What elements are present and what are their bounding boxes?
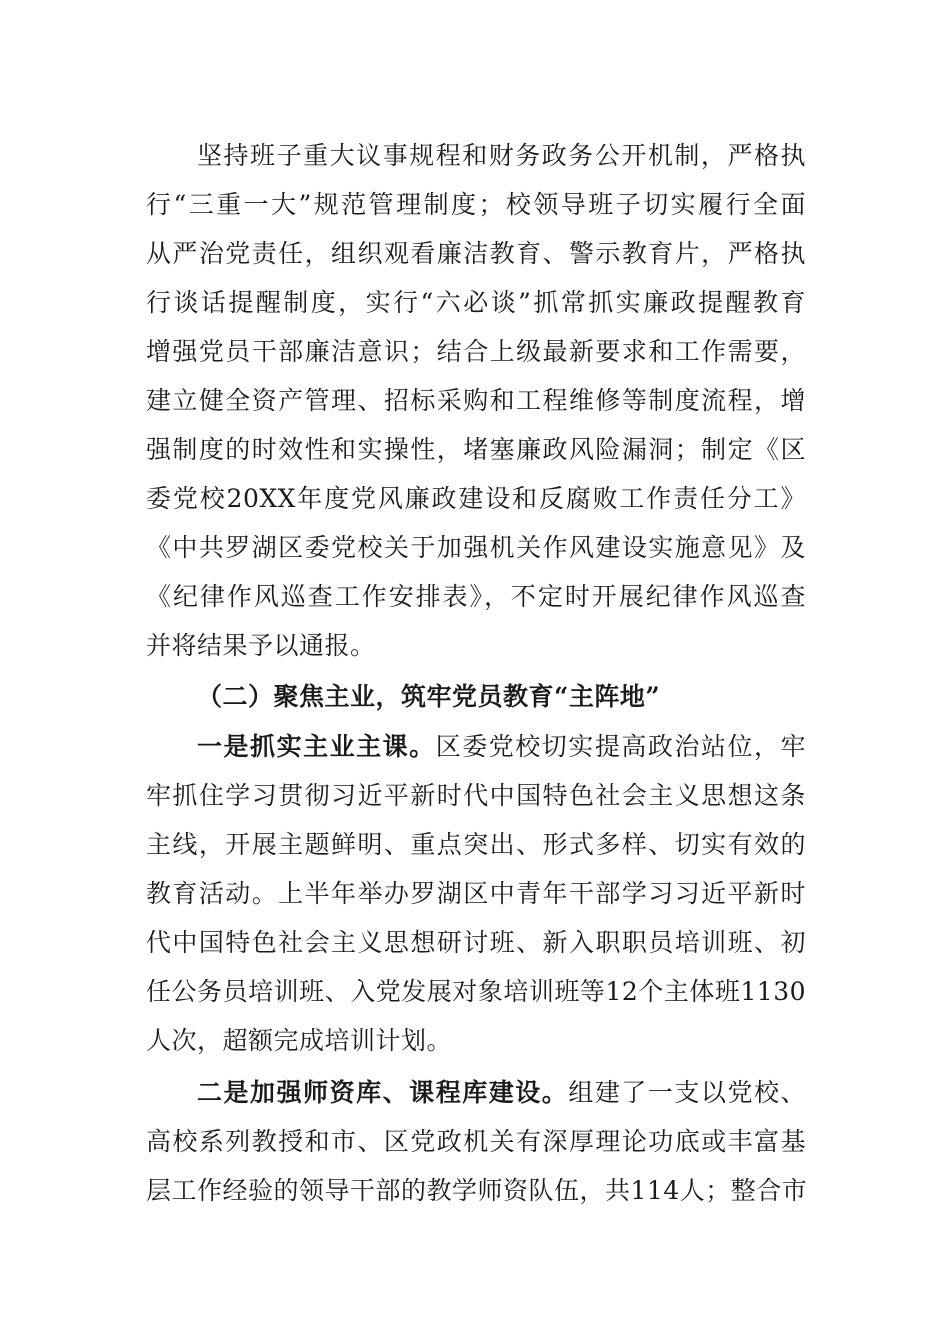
paragraph-line	[197, 1076, 806, 1110]
paragraph-line: 行谈话提醒制度，实行“六必谈”抓常抓实廉政提醒教育	[146, 288, 806, 317]
paragraph-line: 《纪律作风巡查工作安排表》，不定时开展纪律作风巡查	[146, 582, 806, 611]
paragraph-line: 任公务员培训班、入党发展对象培训班等12个主体班1130	[146, 977, 806, 1006]
paragraph-line: 并将结果予以通报。	[146, 631, 376, 660]
paragraph-line: 高校系列教授和市、区党政机关有深厚理论功底或丰富基	[146, 1127, 806, 1156]
paragraph-text: 组建了一支以党校、	[568, 1078, 806, 1107]
paragraph-line: 牢抓住学习贯彻习近平新时代中国特色社会主义思想这条	[146, 781, 806, 810]
paragraph-line: 建立健全资产管理、招标采购和工程维修等制度流程，增	[146, 386, 806, 415]
paragraph-text: 区委党校切实提高政治站位，牢	[435, 732, 806, 761]
paragraph-line: 层工作经验的领导干部的教学师资队伍，共114人；整合市	[146, 1176, 808, 1205]
paragraph-line: 行“三重一大”规范管理制度；校领导班子切实履行全面	[146, 190, 806, 219]
paragraph-line: 人次，超额完成培训计划。	[146, 1026, 453, 1055]
paragraph-lead: 一是抓实主业主课。	[197, 732, 436, 761]
paragraph-line: 委党校20XX年度党风廉政建设和反腐败工作责任分工》	[146, 484, 806, 513]
paragraph-line: 主线，开展主题鲜明、重点突出、形式多样、切实有效的	[146, 830, 806, 859]
paragraph-line: 代中国特色社会主义思想研讨班、新入职职员培训班、初	[146, 928, 806, 957]
paragraph-line: 教育活动。上半年举办罗湖区中青年干部学习习近平新时	[146, 879, 806, 908]
paragraph-line	[197, 730, 806, 764]
paragraph-line: 坚持班子重大议事规程和财务政务公开机制，严格执	[197, 141, 806, 170]
paragraph-line: 强制度的时效性和实操性，堵塞廉政风险漏洞；制定《区	[146, 435, 806, 464]
paragraph-line: 增强党员干部廉洁意识；结合上级最新要求和工作需要，	[146, 337, 806, 366]
paragraph-line: 《中共罗湖区委党校关于加强机关作风建设实施意见》及	[146, 533, 806, 562]
section-heading: （二）聚焦主业，筑牢党员教育“主阵地”	[197, 682, 661, 711]
paragraph-lead: 二是加强师资库、课程库建设。	[197, 1078, 569, 1107]
paragraph-line: 从严治党责任，组织观看廉洁教育、警示教育片，严格执	[146, 239, 806, 268]
